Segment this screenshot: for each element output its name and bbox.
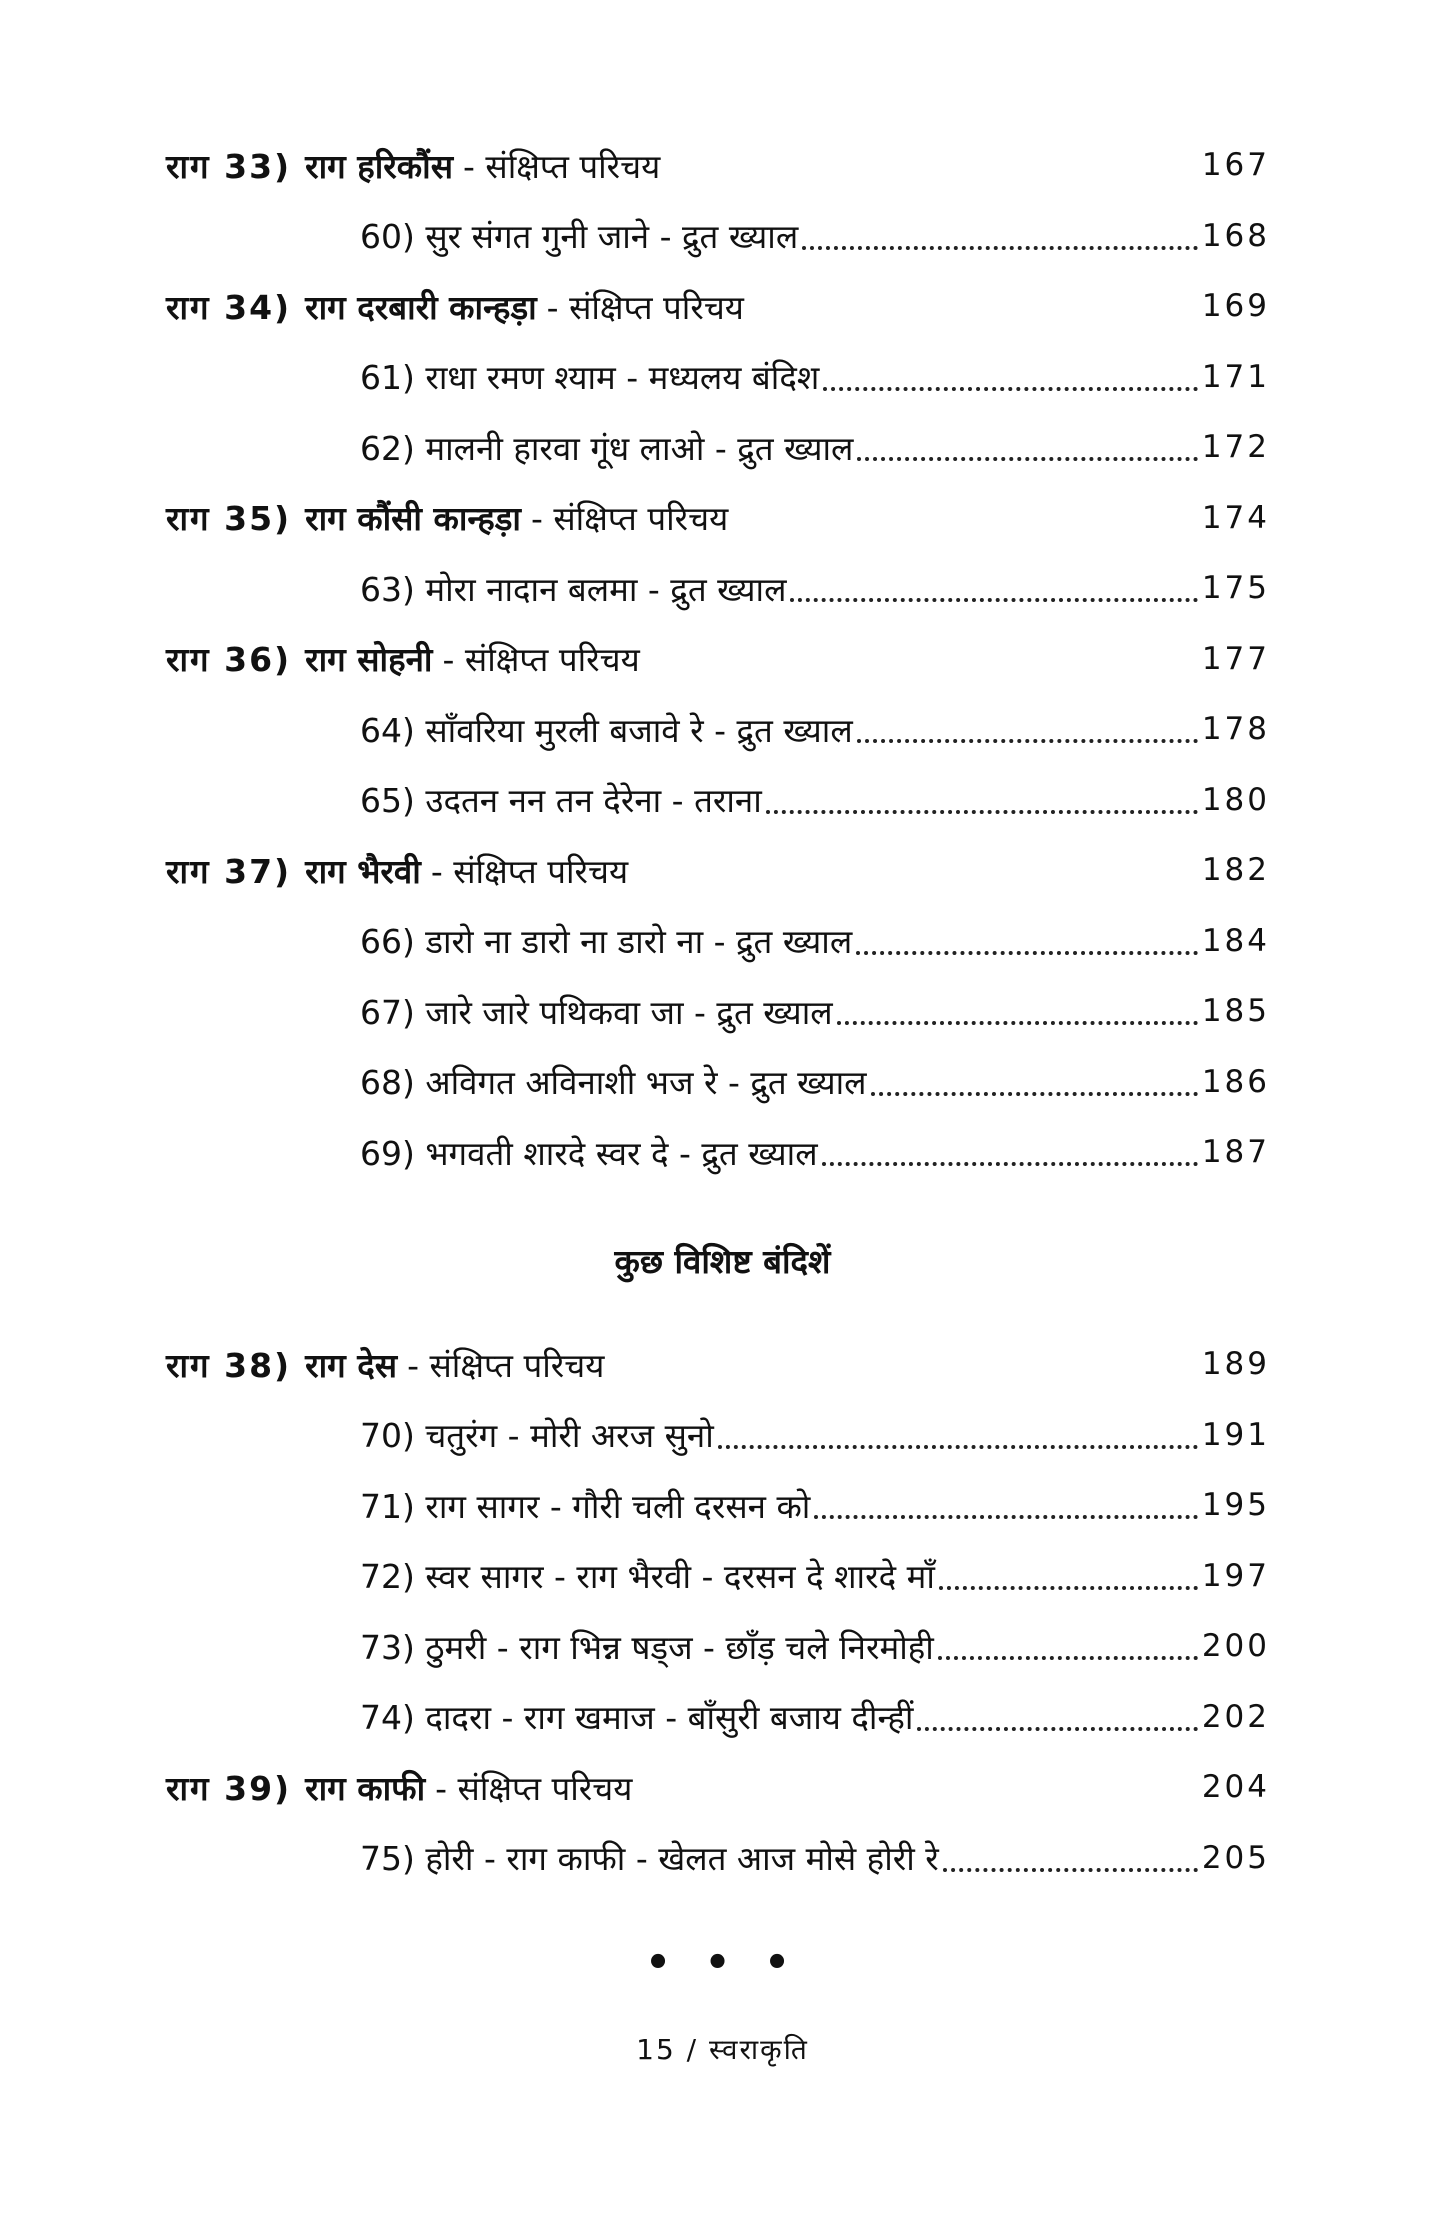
raga-description: - संक्षिप्त परिचय [463, 146, 661, 186]
toc-raga-heading [166, 1334, 1270, 1394]
entry-title: 66) डारो ना डारो ना डारो ना - द्रुत ख्याल [360, 922, 853, 961]
page-number: 197 [1201, 1557, 1270, 1594]
toc-entry [360, 1546, 1270, 1606]
page-number: 204 [1201, 1769, 1270, 1805]
page-number: 185 [1201, 993, 1270, 1029]
page-number: 172 [1201, 429, 1270, 465]
raga-description: - संक्षिप्त परिचय [442, 640, 640, 679]
entry-title: 70) चतुरंग - मोरी अरज सुनो [360, 1416, 714, 1455]
raga-number: राग 33) [166, 146, 292, 186]
raga-name: राग दरबारी कान्हड़ा [305, 287, 537, 327]
entry-title: 64) साँवरिया मुरली बजावे रे - द्रुत ख्याल [360, 710, 853, 750]
entry-title: 75) होरी - राग काफी - खेलत आज मोसे होरी रे [360, 1839, 939, 1878]
dot-leader [837, 1021, 1198, 1025]
dot-leader [718, 1445, 1198, 1449]
page-number: 202 [1201, 1698, 1270, 1735]
entry-title: 74) दादरा - राग खमाज - बाँसुरी बजाय दीन्हीं [360, 1698, 914, 1737]
dot-leader [857, 457, 1197, 461]
toc-entry [360, 1122, 1270, 1182]
dot-leader [802, 246, 1198, 250]
page-number: 186 [1201, 1063, 1270, 1100]
dot-leader [871, 1092, 1198, 1096]
toc-entry [360, 347, 1270, 407]
dot-leader [823, 387, 1198, 391]
toc-entry [360, 1052, 1270, 1112]
toc-entry [360, 770, 1270, 830]
raga-number: राग 38) [166, 1345, 292, 1385]
end-ornament: • • • [645, 1940, 800, 1986]
page-number: 167 [1201, 147, 1270, 183]
toc-raga-heading [166, 1757, 1270, 1817]
page-number: 205 [1201, 1839, 1270, 1876]
toc-entry [360, 699, 1270, 759]
dot-leader [790, 598, 1197, 602]
raga-number: राग 34) [166, 287, 292, 327]
toc-entry [360, 558, 1270, 618]
raga-number: राग 36) [166, 640, 292, 679]
page-number: 174 [1201, 499, 1270, 536]
page-number: 182 [1201, 852, 1270, 888]
raga-description: - संक्षिप्त परिचय [407, 1345, 605, 1385]
page-number: 171 [1201, 358, 1270, 395]
toc-raga-heading [166, 629, 1270, 689]
raga-description: - संक्षिप्त परिचय [430, 851, 629, 891]
page-number: 168 [1201, 217, 1270, 254]
page-number: 180 [1201, 781, 1270, 818]
dot-leader [939, 1586, 1198, 1590]
raga-name: राग सोहनी [305, 640, 433, 679]
raga-description: - संक्षिप्त परिचय [546, 287, 744, 327]
raga-description: - संक्षिप्त परिचय [530, 499, 729, 538]
entry-title: 63) मोरा नादान बलमा - द्रुत ख्याल [360, 569, 787, 609]
raga-name: राग देस [305, 1345, 398, 1385]
entry-title: 62) मालनी हारवा गूंध लाओ - द्रुत ख्याल [360, 428, 854, 468]
toc-entry [360, 1475, 1270, 1535]
raga-name: राग कौंसी कान्हड़ा [305, 499, 521, 538]
toc-raga-heading [166, 135, 1270, 195]
toc-entry [360, 1405, 1270, 1465]
toc-raga-heading [166, 276, 1270, 336]
entry-title: 60) सुर संगत गुनी जाने - द्रुत ख्याल [360, 217, 799, 256]
toc-entry [360, 1616, 1270, 1676]
page-number: 195 [1201, 1487, 1270, 1523]
toc-entry [360, 417, 1270, 477]
dot-leader [766, 810, 1198, 814]
dot-leader [814, 1515, 1197, 1519]
page-footer: 15 / स्वराकृति [636, 2033, 809, 2066]
toc-entry [360, 206, 1270, 266]
entry-title: 67) जारे जारे पथिकवा जा - द्रुत ख्याल [360, 992, 833, 1032]
dot-leader [857, 739, 1198, 743]
page-number: 177 [1201, 640, 1270, 677]
page-number: 184 [1201, 922, 1270, 959]
entry-title: 61) राधा रमण श्याम - मध्यलय बंदिश [360, 358, 820, 397]
entry-title: 69) भगवती शारदे स्वर दे - द्रुत ख्याल [360, 1133, 818, 1173]
entry-title: 73) ठुमरी - राग भिन्न षड्ज - छाँड़ चले निरमोही [360, 1627, 934, 1667]
raga-number: राग 37) [166, 851, 292, 891]
page-number: 191 [1201, 1416, 1270, 1453]
toc-entry [360, 1828, 1270, 1888]
raga-name: राग भैरवी [305, 851, 421, 891]
page-number: 187 [1201, 1134, 1270, 1170]
toc-entry [360, 911, 1270, 971]
page-number: 169 [1201, 288, 1270, 324]
dot-leader [943, 1868, 1198, 1872]
raga-name: राग काफी [305, 1768, 426, 1808]
entry-title: 65) उदतन नन तन देरेना - तराना [360, 781, 762, 820]
toc-raga-heading [166, 840, 1270, 900]
dot-leader [822, 1162, 1198, 1166]
raga-description: - संक्षिप्त परिचय [435, 1768, 633, 1808]
raga-number: राग 39) [166, 1768, 292, 1808]
section-heading: कुछ विशिष्ट बंदिशें [614, 1242, 831, 1281]
page-number: 189 [1201, 1346, 1270, 1382]
page-number: 200 [1201, 1628, 1270, 1664]
entry-title: 72) स्वर सागर - राग भैरवी - दरसन दे शारदे माँ [360, 1557, 935, 1596]
raga-number: राग 35) [166, 499, 292, 538]
toc-raga-heading [166, 488, 1270, 548]
dot-leader [938, 1656, 1198, 1660]
page-number: 178 [1201, 711, 1270, 747]
dot-leader [856, 951, 1198, 955]
toc-entry [360, 981, 1270, 1041]
page-number: 175 [1201, 570, 1270, 606]
entry-title: 71) राग सागर - गौरी चली दरसन को [360, 1486, 811, 1526]
entry-title: 68) अविगत अविनाशी भज रे - द्रुत ख्याल [360, 1063, 867, 1102]
raga-name: राग हरिकौंस [305, 146, 454, 186]
toc-entry [360, 1687, 1270, 1747]
dot-leader [917, 1727, 1197, 1731]
